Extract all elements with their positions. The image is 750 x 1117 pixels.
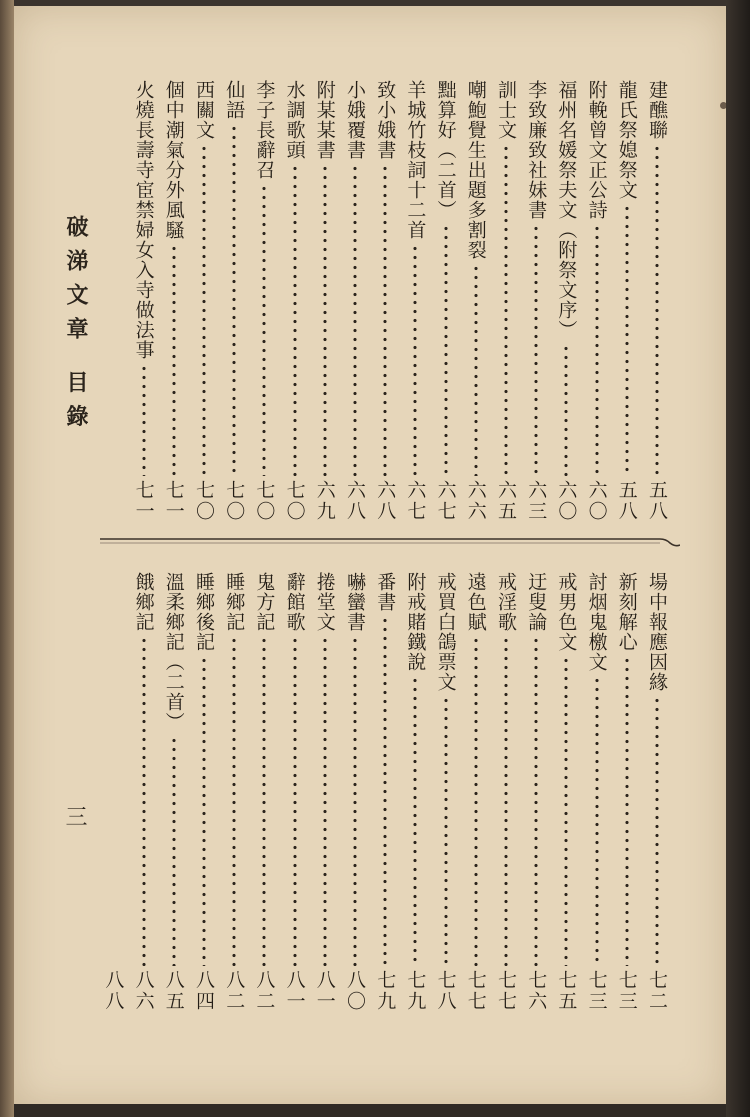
section-divider: [100, 535, 680, 549]
toc-entry-title: 水調歌頭: [283, 80, 306, 160]
toc-entry: [310, 572, 340, 1012]
toc-leader-dots: [129, 364, 159, 476]
toc-leader-dots: [612, 656, 642, 966]
toc-entry-page: 八〇: [344, 970, 366, 1012]
toc-entry-page: 七三: [615, 970, 638, 1012]
toc-entry-title: 李致廉致社妹書: [525, 80, 548, 220]
toc-leader-dots: [280, 164, 310, 476]
toc-entry: [280, 572, 310, 1012]
toc-entry-page: 五八: [615, 480, 638, 522]
toc-entry: [370, 572, 400, 1012]
toc-entry-page: 八一: [283, 970, 306, 1012]
toc-entry-page: 八六: [132, 970, 155, 1012]
toc-entry-page: 七八: [434, 970, 457, 1012]
toc-leader-dots: [582, 224, 612, 476]
toc-leader-dots: [521, 636, 551, 966]
toc-entry-page: 六〇: [555, 480, 578, 522]
toc-entry-title: 李子長辭召: [253, 80, 276, 180]
toc-entry: [370, 80, 400, 522]
toc-entry-title: 個中潮氣分外風騷: [162, 80, 185, 240]
toc-leader-dots: [491, 636, 521, 966]
toc-entry-page: 六九: [313, 480, 336, 522]
toc-leader-dots: [461, 264, 491, 476]
toc-entry: [340, 80, 370, 522]
toc-entry: [521, 80, 551, 522]
toc-entry: [189, 572, 219, 1012]
toc-leader-dots: [310, 164, 340, 476]
toc-entry-page: 六七: [434, 480, 457, 522]
toc-leader-dots: [219, 636, 249, 966]
toc-entry-title: 龍氏祭媳祭文: [615, 80, 638, 200]
toc-entry: [400, 80, 430, 522]
toc-entry: [431, 80, 461, 522]
toc-leader-dots: [431, 696, 461, 966]
toc-entry-title: 辭館歌: [283, 572, 306, 632]
toc-leader-dots: [431, 224, 461, 476]
toc-entry-title: 溫柔鄉記（二首）: [162, 572, 185, 732]
toc-entry: [521, 572, 551, 1012]
toc-entry-title: 致小娥書: [374, 80, 397, 160]
toc-entry: [340, 572, 370, 1012]
toc-entry-page: 六〇: [585, 480, 608, 522]
toc-entry-title: 新刻解心: [615, 572, 638, 652]
toc-entry: [491, 572, 521, 1012]
toc-entry: [431, 572, 461, 1012]
toc-leader-dots: [280, 636, 310, 966]
toc-leader-dots: [642, 696, 672, 966]
toc-leader-dots: [642, 144, 672, 476]
toc-leader-dots: [310, 636, 340, 966]
toc-entry-title: 戒淫歌: [495, 572, 517, 632]
toc-leader-dots: [340, 164, 370, 476]
toc-entry-page: 六八: [344, 480, 366, 522]
scan-border-bottom: [14, 1104, 726, 1117]
toc-entry-page: 八五: [162, 970, 185, 1012]
page-number: 三: [62, 805, 87, 827]
toc-entry: [129, 80, 159, 522]
toc-entry: [582, 80, 612, 522]
toc-entry-page: 八八: [102, 970, 125, 1012]
toc-entry-title: 仙語: [223, 80, 246, 120]
toc-entry: [612, 80, 642, 522]
toc-entry: [249, 572, 279, 1012]
toc-entry-title: 黜算好（二首）: [434, 80, 457, 220]
toc-entry-page: 七一: [132, 480, 155, 522]
toc-entry-page: 五八: [646, 480, 668, 522]
toc-entry-page: 六三: [525, 480, 548, 522]
toc-entry-title: 西關文: [193, 80, 215, 140]
toc-leader-dots: [159, 736, 189, 966]
toc-leader-dots: [400, 676, 430, 966]
toc-entry: [612, 572, 642, 1012]
toc-entry-page: 七〇: [193, 480, 215, 522]
toc-leader-dots: [249, 636, 279, 966]
toc-entry-title: 鬼方記: [253, 572, 276, 632]
toc-entry-page: 七三: [585, 970, 608, 1012]
toc-entry: [159, 572, 189, 1012]
toc-entry-page: 六五: [495, 480, 517, 522]
toc-entry-page: 八一: [313, 970, 336, 1012]
toc-entry-page: 八二: [223, 970, 246, 1012]
page-title: 破涕文章 目錄: [63, 215, 89, 439]
toc-leader-dots: [400, 244, 430, 476]
toc-entry: [129, 572, 159, 1012]
toc-leader-dots: [249, 184, 279, 476]
toc-leader-dots: [340, 636, 370, 966]
toc-leader-dots: [521, 224, 551, 476]
toc-entry: [189, 80, 219, 522]
toc-entry: [491, 80, 521, 522]
toc-entry-page: 六六: [464, 480, 487, 522]
toc-entry: [582, 572, 612, 1012]
toc-entry-title: 嘲鮑覺生出題多割裂: [464, 80, 487, 260]
toc-entry-title: 捲堂文: [313, 572, 336, 632]
toc-entry-page: 七九: [374, 970, 397, 1012]
toc-entry-title: 附輓曾文正公詩: [585, 80, 608, 220]
toc-entry: [551, 572, 581, 1012]
toc-entry-title: 戒買白鴿票文: [434, 572, 457, 692]
toc-entry-page: 七六: [525, 970, 548, 1012]
toc-leader-dots: [612, 204, 642, 476]
toc-leader-dots: [370, 164, 400, 476]
toc-entry-page: 七九: [404, 970, 427, 1012]
toc-entry-title: 羊城竹枝詞十二首: [404, 80, 427, 240]
toc-entry-title: 睡鄉記: [223, 572, 246, 632]
toc-entry: [219, 572, 249, 1012]
toc-entry: [642, 80, 672, 522]
toc-entry: [249, 80, 279, 522]
toc-entry: [400, 572, 430, 1012]
toc-entry-page: 六七: [404, 480, 427, 522]
toc-entry-page: 六八: [374, 480, 397, 522]
toc-entry-page: 七五: [555, 970, 578, 1012]
toc-entry: [551, 80, 581, 522]
toc-entry-title: 火燒長壽寺宦禁婦女入寺做法事: [132, 80, 155, 360]
toc-leader-dots: [551, 344, 581, 476]
toc-leader-dots: [491, 144, 521, 476]
toc-leader-dots: [189, 144, 219, 476]
toc-entry-title: 討烟鬼檄文: [585, 572, 608, 672]
toc-entry-title: 戒男色文: [555, 572, 578, 652]
toc-entry: [642, 572, 672, 1012]
toc-entry-page: 七二: [646, 970, 668, 1012]
toc-entry: [461, 80, 491, 522]
toc-entry: [280, 80, 310, 522]
toc-entry-page: 七〇: [223, 480, 246, 522]
toc-entry: [159, 80, 189, 522]
toc-entry-page: 七〇: [283, 480, 306, 522]
toc-leader-dots: [551, 656, 581, 966]
toc-entry-title: 睡鄉後記: [193, 572, 215, 652]
toc-entry-title: 建醮聯: [646, 80, 668, 140]
toc-entry-title: 番書: [374, 572, 397, 612]
toc-entry-page: 七七: [464, 970, 487, 1012]
toc-entry-title: 福州名媛祭夫文（附祭文序）: [555, 80, 578, 340]
toc-leader-dots: [159, 244, 189, 476]
toc-entry-page: 七一: [162, 480, 185, 522]
toc-leader-dots: [189, 656, 219, 966]
toc-entry-title: 遠色賦: [464, 572, 487, 632]
cover-edge: [726, 0, 750, 1117]
toc-entry-page: 七七: [495, 970, 517, 1012]
toc-entry-title: 場中報應因緣: [646, 572, 668, 692]
toc-leader-dots: [582, 676, 612, 966]
book-spine: [0, 0, 14, 1117]
toc-leader-dots: [370, 616, 400, 966]
toc-entry-title: 迂叟論: [525, 572, 548, 632]
toc-entry-title: 小娥覆書: [344, 80, 366, 160]
toc-entry: [98, 572, 128, 1012]
toc-entry: [219, 80, 249, 522]
toc-entry: [461, 572, 491, 1012]
toc-entry-page: 七〇: [253, 480, 276, 522]
toc-entry: [310, 80, 340, 522]
toc-entry-page: 八四: [193, 970, 215, 1012]
toc-leader-dots: [129, 636, 159, 966]
toc-entry-title: 嚇蠻書: [344, 572, 366, 632]
toc-entry-title: 訓士文: [495, 80, 517, 140]
toc-leader-dots: [219, 124, 249, 476]
toc-entry-page: 八二: [253, 970, 276, 1012]
toc-entry-title: 餓鄉記: [132, 572, 155, 632]
toc-entry-title: 附某某書: [313, 80, 336, 160]
toc-entry-title: 附戒賭鐵說: [404, 572, 427, 672]
toc-leader-dots: [461, 636, 491, 966]
